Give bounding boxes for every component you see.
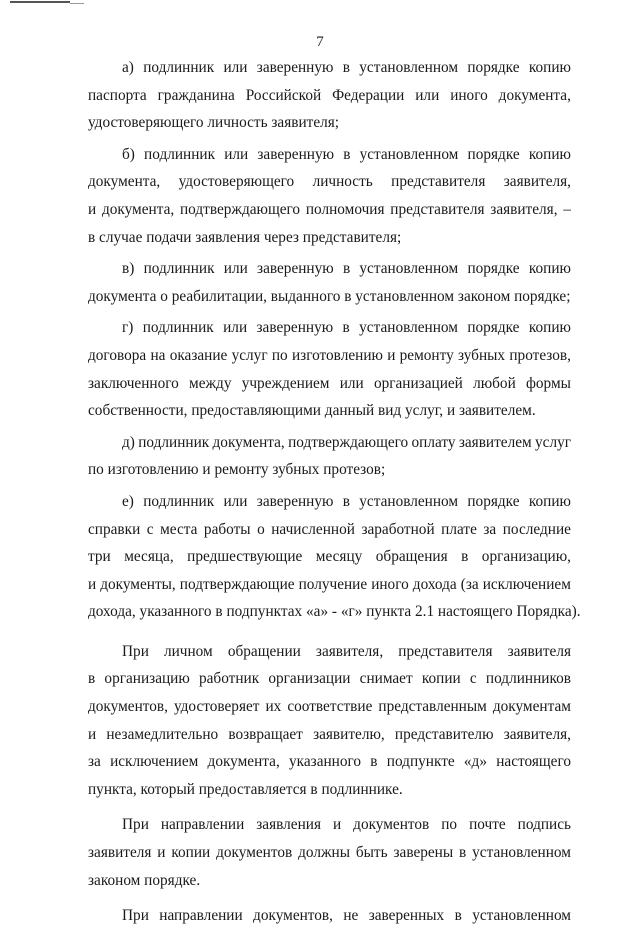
word: копии [421, 670, 461, 688]
word: о [257, 520, 265, 538]
text-line [88, 721, 571, 749]
text-line [88, 314, 571, 342]
word: документа, [101, 200, 175, 218]
word: в [88, 670, 96, 688]
word: в [343, 145, 351, 163]
word: договора [88, 346, 147, 364]
word: в [454, 907, 462, 925]
word: протезов, [509, 346, 571, 364]
word: незамедлительно [106, 725, 219, 743]
word: и [332, 816, 342, 834]
word: справки [88, 520, 141, 538]
word: иного [450, 86, 488, 104]
word: в [370, 753, 378, 771]
word: организацией [373, 374, 463, 392]
word: начисленной [271, 520, 355, 538]
paragraph-unverified-documents [88, 902, 571, 930]
word: последние [502, 520, 571, 538]
text-line [88, 839, 571, 867]
word: установленном [359, 492, 459, 510]
word: зубных [458, 346, 506, 364]
word: исключением [482, 575, 571, 593]
paragraph-g [88, 314, 571, 424]
scan-edge-line [70, 3, 84, 4]
word: оказание [169, 346, 228, 364]
word: При [122, 642, 149, 660]
word: «д» [463, 753, 487, 771]
word: подлинник [138, 433, 210, 451]
text-line [88, 141, 571, 169]
word: или [415, 86, 440, 104]
word: по [271, 346, 288, 364]
word: подлинник [143, 260, 215, 278]
word: документов [216, 844, 293, 862]
word: работник [198, 670, 260, 688]
word: за [88, 753, 101, 771]
paragraph-d [88, 429, 571, 484]
word: – [563, 200, 571, 218]
word: заявителя, [315, 642, 384, 660]
word: документа, [207, 753, 280, 771]
word: заверенную [256, 492, 334, 510]
word: установленном [359, 145, 459, 163]
text-line [88, 168, 571, 196]
word: за [483, 520, 497, 538]
word: снимает [359, 670, 413, 688]
word: гражданина [157, 86, 235, 104]
word: е) [122, 492, 134, 510]
word: с [146, 520, 154, 538]
word: организацию, [481, 548, 571, 566]
text-line: пункта, который предоставляется в подлиннике. [88, 780, 403, 798]
word: При [122, 907, 149, 925]
word: д) [122, 433, 135, 451]
word: представленным [378, 698, 487, 716]
word: их [265, 698, 282, 716]
word: документа, [212, 433, 285, 451]
text-line: дохода, указанного в подпунктах «а» - «г» пункта 2.1 настоящего Порядка). [88, 603, 581, 621]
paragraph-mail-submission [88, 811, 571, 894]
word: (за [460, 575, 479, 593]
word: учреждением [241, 374, 330, 392]
word: работы [203, 520, 251, 538]
word: заверенную [256, 319, 334, 337]
word: подтверждающего [288, 433, 409, 451]
word: заверенную [257, 145, 335, 163]
word: плате [441, 520, 477, 538]
paragraph-e [88, 488, 581, 626]
word: по [441, 816, 458, 834]
word: установленном [472, 907, 571, 925]
word: подлинник [143, 59, 215, 76]
word: копию [528, 59, 571, 76]
word: личность [312, 173, 373, 191]
scan-edge-bar [10, 1, 70, 3]
word: заявителя [507, 642, 571, 660]
word: представителя [398, 642, 493, 660]
word: заверенных [368, 907, 445, 925]
word: месяца, [124, 548, 174, 566]
word: документов, [88, 698, 168, 716]
document-body [88, 54, 581, 930]
word: обращении [227, 642, 301, 660]
word: формы [525, 374, 571, 392]
word: в [461, 548, 469, 566]
word: быть [355, 844, 388, 862]
word: г) [122, 319, 134, 337]
text-line [88, 902, 571, 930]
paragraph-personal-visit [88, 638, 571, 804]
word: б) [122, 145, 135, 163]
word: представителю [394, 725, 494, 743]
word: документам [492, 698, 571, 716]
word: личном [163, 642, 213, 660]
word: и [157, 844, 166, 862]
word: услуг [231, 346, 268, 364]
word: настоящего [496, 753, 571, 771]
word: подпись [517, 816, 571, 834]
word: представителя [391, 173, 486, 191]
text-line [88, 82, 571, 110]
paragraph-a [88, 54, 571, 137]
word: заверенную [256, 59, 334, 76]
word: указанного [289, 753, 362, 771]
word: установленном [359, 319, 458, 337]
word: обращения [375, 548, 448, 566]
word: подтверждающего [179, 200, 301, 218]
word: порядке [467, 492, 520, 510]
word: иного [371, 575, 409, 593]
word: а) [122, 59, 134, 76]
word: подтверждающие [179, 575, 295, 593]
text-line [88, 665, 571, 693]
text-line [88, 342, 571, 370]
word: копию [528, 260, 571, 278]
text-line [88, 54, 571, 82]
word: организацию [104, 670, 190, 688]
scan-edge-marks [0, 0, 90, 6]
word: заработной [361, 520, 435, 538]
word: дохода [412, 575, 457, 593]
word: соответствие [287, 698, 373, 716]
word: почте [469, 816, 506, 834]
word: в [342, 319, 350, 337]
word: или [339, 374, 364, 392]
word: в) [122, 260, 135, 278]
word: заявления [256, 816, 321, 834]
word: заверены [393, 844, 454, 862]
word: Федерации [332, 86, 405, 104]
word: должны [298, 844, 350, 862]
word: на [150, 346, 166, 364]
paragraph-b [88, 141, 571, 251]
word: направлении [159, 907, 243, 925]
word: заявителя, [503, 725, 571, 743]
word: между [189, 374, 232, 392]
word: предшествующие [187, 548, 303, 566]
text-line [88, 543, 571, 571]
word: паспорта [88, 86, 147, 104]
text-line: в случае подачи заявления через представителя; [88, 228, 402, 246]
text-line: по изготовлению и ремонту зубных протезов; [88, 461, 386, 479]
word: или [223, 492, 248, 510]
word: и [387, 346, 396, 364]
word: подлинник [144, 145, 216, 163]
text-line [88, 516, 571, 544]
word: Российской [245, 86, 322, 104]
word: установленном [359, 260, 459, 278]
text-line: документа о реабилитации, выданного в установленном законом порядке; [88, 287, 571, 305]
text-line [88, 255, 571, 283]
word: установленном [359, 59, 459, 76]
word: документа, [88, 173, 161, 191]
paragraph-v [88, 255, 571, 310]
word: подлинник [143, 492, 215, 510]
word: заявителя, [490, 200, 558, 218]
word: подлинников [485, 670, 571, 688]
word: месяцу [315, 548, 363, 566]
word: и [88, 200, 97, 218]
text-line [88, 429, 571, 457]
word: подпункте [386, 753, 455, 771]
word: оплату [411, 433, 456, 451]
text-line [88, 488, 571, 516]
word: полномочия [305, 200, 385, 218]
word: удостоверяет [173, 698, 260, 716]
word: в [342, 492, 350, 510]
word: в [342, 59, 350, 76]
word: заявителя, [503, 173, 571, 191]
word: направлении [160, 816, 245, 834]
page-number: 7 [316, 34, 324, 50]
word: документы, [100, 575, 176, 593]
word: удостоверяющего [178, 173, 295, 191]
word: любой [473, 374, 516, 392]
text-line: удостоверяющего личность заявителя; [88, 114, 340, 132]
word: документа, [498, 86, 571, 104]
word: не [343, 907, 359, 925]
word: порядке [467, 260, 520, 278]
word: и [88, 725, 97, 743]
word: представителя [390, 200, 485, 218]
word: заключенного [88, 374, 179, 392]
text-line [88, 571, 571, 599]
word: организации [268, 670, 351, 688]
word: заявителем [458, 433, 532, 451]
word: порядке [467, 319, 520, 337]
word: услуг [535, 433, 571, 451]
word: документов [353, 816, 430, 834]
word: исключением [110, 753, 199, 771]
text-line: законом порядке. [88, 871, 201, 889]
word: или [224, 145, 249, 163]
word: заявителю, [313, 725, 385, 743]
word: три [88, 548, 111, 566]
word: При [122, 816, 149, 834]
word: заверенную [257, 260, 334, 278]
word: ремонту [399, 346, 454, 364]
word: копию [528, 319, 571, 337]
word: порядке [467, 145, 520, 163]
word: порядке [467, 59, 520, 76]
word: документов, [253, 907, 333, 925]
word: установленном [472, 844, 571, 862]
word: в [342, 260, 351, 278]
word: или [223, 59, 248, 76]
word: места [160, 520, 198, 538]
word: копию [528, 145, 571, 163]
word: подлинник [142, 319, 214, 337]
word: и [88, 575, 97, 593]
text-line [88, 748, 571, 776]
word: в [459, 844, 467, 862]
word: получение [298, 575, 368, 593]
text-line [88, 811, 571, 839]
word: с [469, 670, 477, 688]
text-line [88, 693, 571, 721]
word: копии [171, 844, 211, 862]
text-line [88, 638, 571, 666]
word: или [223, 319, 248, 337]
text-line: собственности, предоставляющими данный вид услуг, и заявителем. [88, 402, 536, 420]
word: или [223, 260, 248, 278]
word: возвращает [228, 725, 303, 743]
text-line [88, 196, 571, 224]
word: заявителя [88, 844, 152, 862]
word: копию [528, 492, 571, 510]
word: изготовлению [291, 346, 383, 364]
text-line [88, 370, 571, 398]
